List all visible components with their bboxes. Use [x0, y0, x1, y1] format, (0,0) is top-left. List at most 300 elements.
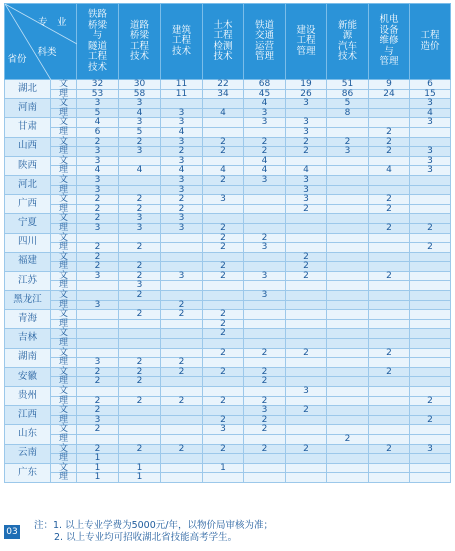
quota-cell: [410, 214, 451, 224]
subject-type-cell: 文: [51, 291, 77, 301]
quota-cell: 3: [77, 300, 119, 310]
major-header-8: 工程 造价: [410, 4, 451, 80]
quota-cell: [410, 127, 451, 137]
quota-cell: [327, 243, 369, 253]
quota-cell: 2: [161, 147, 203, 157]
table-row: [5, 166, 451, 176]
table-row: [5, 127, 451, 137]
province-cell: 陕西: [5, 156, 51, 175]
table-body: [5, 80, 451, 483]
quota-cell: 30: [119, 80, 161, 90]
quota-cell: 3: [286, 127, 327, 137]
quota-cell: 4: [244, 156, 286, 166]
quota-cell: [77, 434, 119, 444]
quota-cell: [410, 195, 451, 205]
quota-cell: 2: [77, 252, 119, 262]
quota-cell: [286, 473, 327, 483]
province-cell: 江苏: [5, 271, 51, 290]
subject-type-cell: 文: [51, 425, 77, 435]
quota-cell: [161, 454, 203, 464]
quota-cell: [327, 223, 369, 233]
quota-cell: 2: [410, 223, 451, 233]
quota-cell: [203, 387, 244, 397]
quota-cell: 3: [286, 99, 327, 109]
quota-cell: 34: [203, 89, 244, 99]
quota-cell: 3: [244, 406, 286, 416]
quota-cell: 3: [410, 99, 451, 109]
quota-cell: 3: [161, 108, 203, 118]
subject-type-cell: 文: [51, 99, 77, 109]
quota-cell: [244, 473, 286, 483]
quota-cell: 3: [161, 175, 203, 185]
quota-cell: 3: [77, 147, 119, 157]
quota-cell: [286, 329, 327, 339]
quota-cell: [327, 367, 369, 377]
quota-cell: 3: [119, 118, 161, 128]
quota-cell: [369, 214, 410, 224]
quota-cell: [410, 387, 451, 397]
quota-cell: 2: [244, 444, 286, 454]
table-row: [5, 291, 451, 301]
quota-cell: 2: [286, 444, 327, 454]
quota-cell: 51: [327, 80, 369, 90]
subject-type-cell: 文: [51, 156, 77, 166]
quota-cell: 3: [161, 185, 203, 195]
table-row: [5, 89, 451, 99]
quota-cell: [327, 406, 369, 416]
province-cell: 山东: [5, 425, 51, 444]
table-row: [5, 415, 451, 425]
subject-type-cell: 理: [51, 108, 77, 118]
quota-cell: [327, 329, 369, 339]
quota-cell: [327, 387, 369, 397]
subject-type-cell: 理: [51, 434, 77, 444]
quota-cell: [203, 118, 244, 128]
subject-type-cell: 理: [51, 89, 77, 99]
quota-cell: 2: [161, 310, 203, 320]
quota-cell: [369, 425, 410, 435]
quota-cell: [286, 463, 327, 473]
quota-cell: 3: [119, 99, 161, 109]
header-row: [5, 4, 451, 80]
footnotes: [34, 520, 273, 544]
quota-cell: [119, 329, 161, 339]
quota-cell: 4: [203, 166, 244, 176]
quota-cell: [410, 463, 451, 473]
quota-cell: 2: [244, 147, 286, 157]
quota-cell: 3: [286, 118, 327, 128]
quota-cell: 3: [119, 281, 161, 291]
quota-cell: 2: [203, 348, 244, 358]
quota-cell: [369, 454, 410, 464]
quota-cell: [327, 415, 369, 425]
quota-cell: 2: [410, 243, 451, 253]
quota-cell: 3: [77, 223, 119, 233]
table-row: [5, 367, 451, 377]
quota-cell: [410, 358, 451, 368]
quota-cell: [203, 127, 244, 137]
quota-cell: 2: [119, 358, 161, 368]
quota-cell: [203, 434, 244, 444]
table-row: [5, 377, 451, 387]
quota-cell: 2: [410, 396, 451, 406]
quota-cell: [286, 243, 327, 253]
quota-cell: [161, 415, 203, 425]
quota-cell: [369, 291, 410, 301]
quota-cell: [161, 319, 203, 329]
subject-type-cell: 文: [51, 367, 77, 377]
quota-cell: [286, 233, 327, 243]
quota-cell: [119, 319, 161, 329]
subject-type-cell: 理: [51, 300, 77, 310]
subject-type-cell: 理: [51, 319, 77, 329]
quota-cell: [203, 214, 244, 224]
subject-type-cell: 理: [51, 473, 77, 483]
quota-cell: 24: [369, 89, 410, 99]
table-row: [5, 387, 451, 397]
quota-cell: 32: [77, 80, 119, 90]
quota-cell: [410, 291, 451, 301]
province-cell: 四川: [5, 233, 51, 252]
quota-cell: 2: [77, 195, 119, 205]
quota-cell: [286, 425, 327, 435]
quota-cell: 3: [244, 291, 286, 301]
quota-cell: 2: [77, 406, 119, 416]
table-row: [5, 204, 451, 214]
quota-cell: [369, 262, 410, 272]
quota-cell: 2: [369, 271, 410, 281]
quota-cell: [410, 348, 451, 358]
quota-cell: [286, 291, 327, 301]
quota-cell: 2: [77, 204, 119, 214]
subject-type-cell: 文: [51, 214, 77, 224]
quota-cell: 2: [286, 406, 327, 416]
quota-cell: [327, 348, 369, 358]
quota-cell: 3: [77, 271, 119, 281]
quota-cell: 2: [203, 233, 244, 243]
quota-cell: [244, 300, 286, 310]
quota-cell: [410, 339, 451, 349]
quota-cell: [410, 434, 451, 444]
table-row: [5, 185, 451, 195]
quota-cell: [161, 329, 203, 339]
quota-cell: [369, 310, 410, 320]
quota-cell: [203, 473, 244, 483]
subject-type-cell: 文: [51, 310, 77, 320]
corner-major-label: 专 业: [38, 17, 67, 28]
quota-cell: [327, 185, 369, 195]
quota-cell: [327, 454, 369, 464]
quota-cell: 4: [77, 118, 119, 128]
quota-cell: [327, 195, 369, 205]
quota-cell: [119, 406, 161, 416]
quota-cell: 3: [244, 271, 286, 281]
quota-cell: 2: [203, 310, 244, 320]
quota-cell: [369, 406, 410, 416]
quota-cell: [77, 310, 119, 320]
quota-cell: 11: [161, 80, 203, 90]
quota-cell: [286, 310, 327, 320]
quota-cell: [161, 463, 203, 473]
subject-type-cell: 理: [51, 358, 77, 368]
subject-type-cell: 理: [51, 166, 77, 176]
table-row: [5, 425, 451, 435]
quota-cell: 4: [203, 108, 244, 118]
subject-type-cell: 理: [51, 396, 77, 406]
quota-cell: 2: [119, 396, 161, 406]
table-row: [5, 147, 451, 157]
quota-cell: [327, 281, 369, 291]
quota-cell: 6: [77, 127, 119, 137]
province-cell: 河北: [5, 175, 51, 194]
corner-header: [5, 4, 77, 80]
table-row: [5, 271, 451, 281]
quota-cell: [369, 243, 410, 253]
quota-cell: [369, 377, 410, 387]
table-row: [5, 118, 451, 128]
major-header-5: 建设 工程 管理: [286, 4, 327, 80]
province-cell: 黑龙江: [5, 291, 51, 310]
quota-cell: [369, 415, 410, 425]
quota-cell: 2: [203, 415, 244, 425]
quota-cell: [327, 463, 369, 473]
quota-cell: [244, 358, 286, 368]
quota-cell: [244, 252, 286, 262]
quota-cell: [161, 233, 203, 243]
quota-cell: 68: [244, 80, 286, 90]
quota-cell: 3: [77, 185, 119, 195]
quota-cell: 2: [203, 444, 244, 454]
quota-cell: 2: [286, 252, 327, 262]
quota-cell: [369, 319, 410, 329]
quota-cell: [203, 99, 244, 109]
quota-cell: [161, 243, 203, 253]
quota-cell: 4: [369, 166, 410, 176]
quota-cell: [244, 185, 286, 195]
quota-cell: 2: [77, 214, 119, 224]
quota-cell: [369, 233, 410, 243]
quota-cell: 2: [119, 195, 161, 205]
table-row: [5, 252, 451, 262]
subject-type-cell: 文: [51, 444, 77, 454]
table-row: [5, 99, 451, 109]
quota-cell: [161, 387, 203, 397]
quota-cell: [327, 214, 369, 224]
quota-cell: [410, 473, 451, 483]
quota-cell: [161, 262, 203, 272]
quota-cell: 5: [327, 99, 369, 109]
quota-cell: [119, 387, 161, 397]
quota-cell: [161, 252, 203, 262]
quota-cell: [327, 473, 369, 483]
quota-cell: [410, 454, 451, 464]
quota-cell: 3: [77, 358, 119, 368]
quota-cell: 2: [203, 396, 244, 406]
quota-cell: 2: [369, 223, 410, 233]
quota-cell: [327, 291, 369, 301]
quota-cell: 2: [369, 444, 410, 454]
quota-cell: 2: [286, 204, 327, 214]
quota-cell: 2: [369, 195, 410, 205]
table-row: [5, 329, 451, 339]
quota-cell: [410, 406, 451, 416]
quota-cell: [286, 367, 327, 377]
quota-cell: [410, 262, 451, 272]
subject-type-cell: 文: [51, 271, 77, 281]
table-row: [5, 463, 451, 473]
quota-cell: [286, 281, 327, 291]
quota-cell: [327, 271, 369, 281]
quota-cell: [244, 262, 286, 272]
quota-cell: 3: [286, 387, 327, 397]
quota-cell: [203, 339, 244, 349]
quota-cell: 3: [77, 156, 119, 166]
corner-subject-label: 科类: [37, 47, 57, 58]
quota-cell: [161, 406, 203, 416]
quota-cell: 2: [119, 262, 161, 272]
quota-cell: 2: [203, 137, 244, 147]
quota-cell: 3: [410, 156, 451, 166]
subject-type-cell: 文: [51, 252, 77, 262]
subject-type-cell: 文: [51, 118, 77, 128]
quota-cell: 4: [119, 166, 161, 176]
quota-cell: [410, 300, 451, 310]
quota-cell: 3: [244, 175, 286, 185]
subject-type-cell: 理: [51, 262, 77, 272]
table-row: [5, 137, 451, 147]
quota-cell: [161, 425, 203, 435]
quota-cell: [369, 358, 410, 368]
quota-cell: 2: [161, 396, 203, 406]
quota-cell: [327, 118, 369, 128]
table-row: [5, 434, 451, 444]
quota-cell: 2: [327, 434, 369, 444]
quota-cell: 2: [203, 262, 244, 272]
page-number: 03: [4, 525, 20, 539]
quota-cell: 1: [77, 463, 119, 473]
quota-cell: 2: [77, 243, 119, 253]
table-row: [5, 473, 451, 483]
province-cell: 江西: [5, 406, 51, 425]
quota-cell: 4: [161, 166, 203, 176]
quota-cell: [369, 434, 410, 444]
quota-cell: [119, 415, 161, 425]
quota-cell: [369, 473, 410, 483]
quota-cell: [244, 127, 286, 137]
quota-cell: [244, 195, 286, 205]
subject-type-cell: 理: [51, 185, 77, 195]
subject-type-cell: 文: [51, 137, 77, 147]
quota-cell: [286, 358, 327, 368]
major-header-6: 新能 源 汽车 技术: [327, 4, 369, 80]
quota-cell: 3: [410, 166, 451, 176]
quota-cell: 86: [327, 89, 369, 99]
table-row: [5, 310, 451, 320]
quota-cell: 2: [244, 377, 286, 387]
quota-cell: [119, 434, 161, 444]
quota-cell: [161, 99, 203, 109]
province-cell: 青海: [5, 310, 51, 329]
table-row: [5, 156, 451, 166]
quota-cell: 3: [77, 415, 119, 425]
quota-cell: [369, 281, 410, 291]
quota-cell: [286, 454, 327, 464]
quota-cell: [244, 214, 286, 224]
quota-cell: [327, 252, 369, 262]
subject-type-cell: 理: [51, 339, 77, 349]
quota-cell: 5: [77, 108, 119, 118]
quota-cell: [203, 358, 244, 368]
subject-type-cell: 理: [51, 415, 77, 425]
quota-cell: 2: [161, 204, 203, 214]
quota-cell: 2: [244, 348, 286, 358]
quota-cell: 2: [203, 329, 244, 339]
major-header-1: 道路 桥梁 工程 技术: [119, 4, 161, 80]
quota-cell: [369, 252, 410, 262]
quota-cell: [119, 425, 161, 435]
quota-cell: [327, 204, 369, 214]
quota-cell: [77, 281, 119, 291]
quota-cell: [119, 454, 161, 464]
quota-cell: 3: [244, 243, 286, 253]
quota-cell: [286, 300, 327, 310]
major-header-2: 建筑 工程 技术: [161, 4, 203, 80]
quota-cell: 9: [369, 80, 410, 90]
quota-cell: [244, 339, 286, 349]
quota-cell: 53: [77, 89, 119, 99]
quota-cell: 1: [119, 463, 161, 473]
quota-cell: [203, 291, 244, 301]
quota-cell: [203, 281, 244, 291]
quota-cell: 3: [244, 108, 286, 118]
quota-cell: 3: [203, 425, 244, 435]
quota-cell: [327, 300, 369, 310]
province-cell: 广东: [5, 463, 51, 482]
quota-cell: 3: [410, 118, 451, 128]
subject-type-cell: 文: [51, 195, 77, 205]
quota-cell: [327, 358, 369, 368]
quota-cell: 3: [161, 137, 203, 147]
subject-type-cell: 理: [51, 377, 77, 387]
quota-cell: [410, 310, 451, 320]
quota-cell: 2: [369, 147, 410, 157]
quota-cell: 2: [203, 367, 244, 377]
quota-cell: [327, 396, 369, 406]
quota-cell: 1: [77, 473, 119, 483]
quota-cell: 2: [244, 396, 286, 406]
corner-province-label: 省份: [7, 54, 27, 65]
quota-cell: 2: [77, 137, 119, 147]
quota-cell: 3: [77, 99, 119, 109]
quota-cell: [369, 300, 410, 310]
quota-cell: 2: [119, 271, 161, 281]
corner-diagonal-lines: [5, 4, 77, 80]
province-cell: 云南: [5, 444, 51, 463]
quota-cell: [244, 454, 286, 464]
quota-cell: [410, 252, 451, 262]
quota-cell: 19: [286, 80, 327, 90]
province-cell: 湖南: [5, 348, 51, 367]
quota-cell: 2: [161, 358, 203, 368]
quota-cell: [286, 214, 327, 224]
quota-cell: 4: [119, 108, 161, 118]
subject-type-cell: 文: [51, 80, 77, 90]
subject-type-cell: 理: [51, 281, 77, 291]
quota-cell: [327, 127, 369, 137]
province-cell: 甘肃: [5, 118, 51, 137]
quota-cell: [286, 223, 327, 233]
quota-cell: 2: [119, 137, 161, 147]
